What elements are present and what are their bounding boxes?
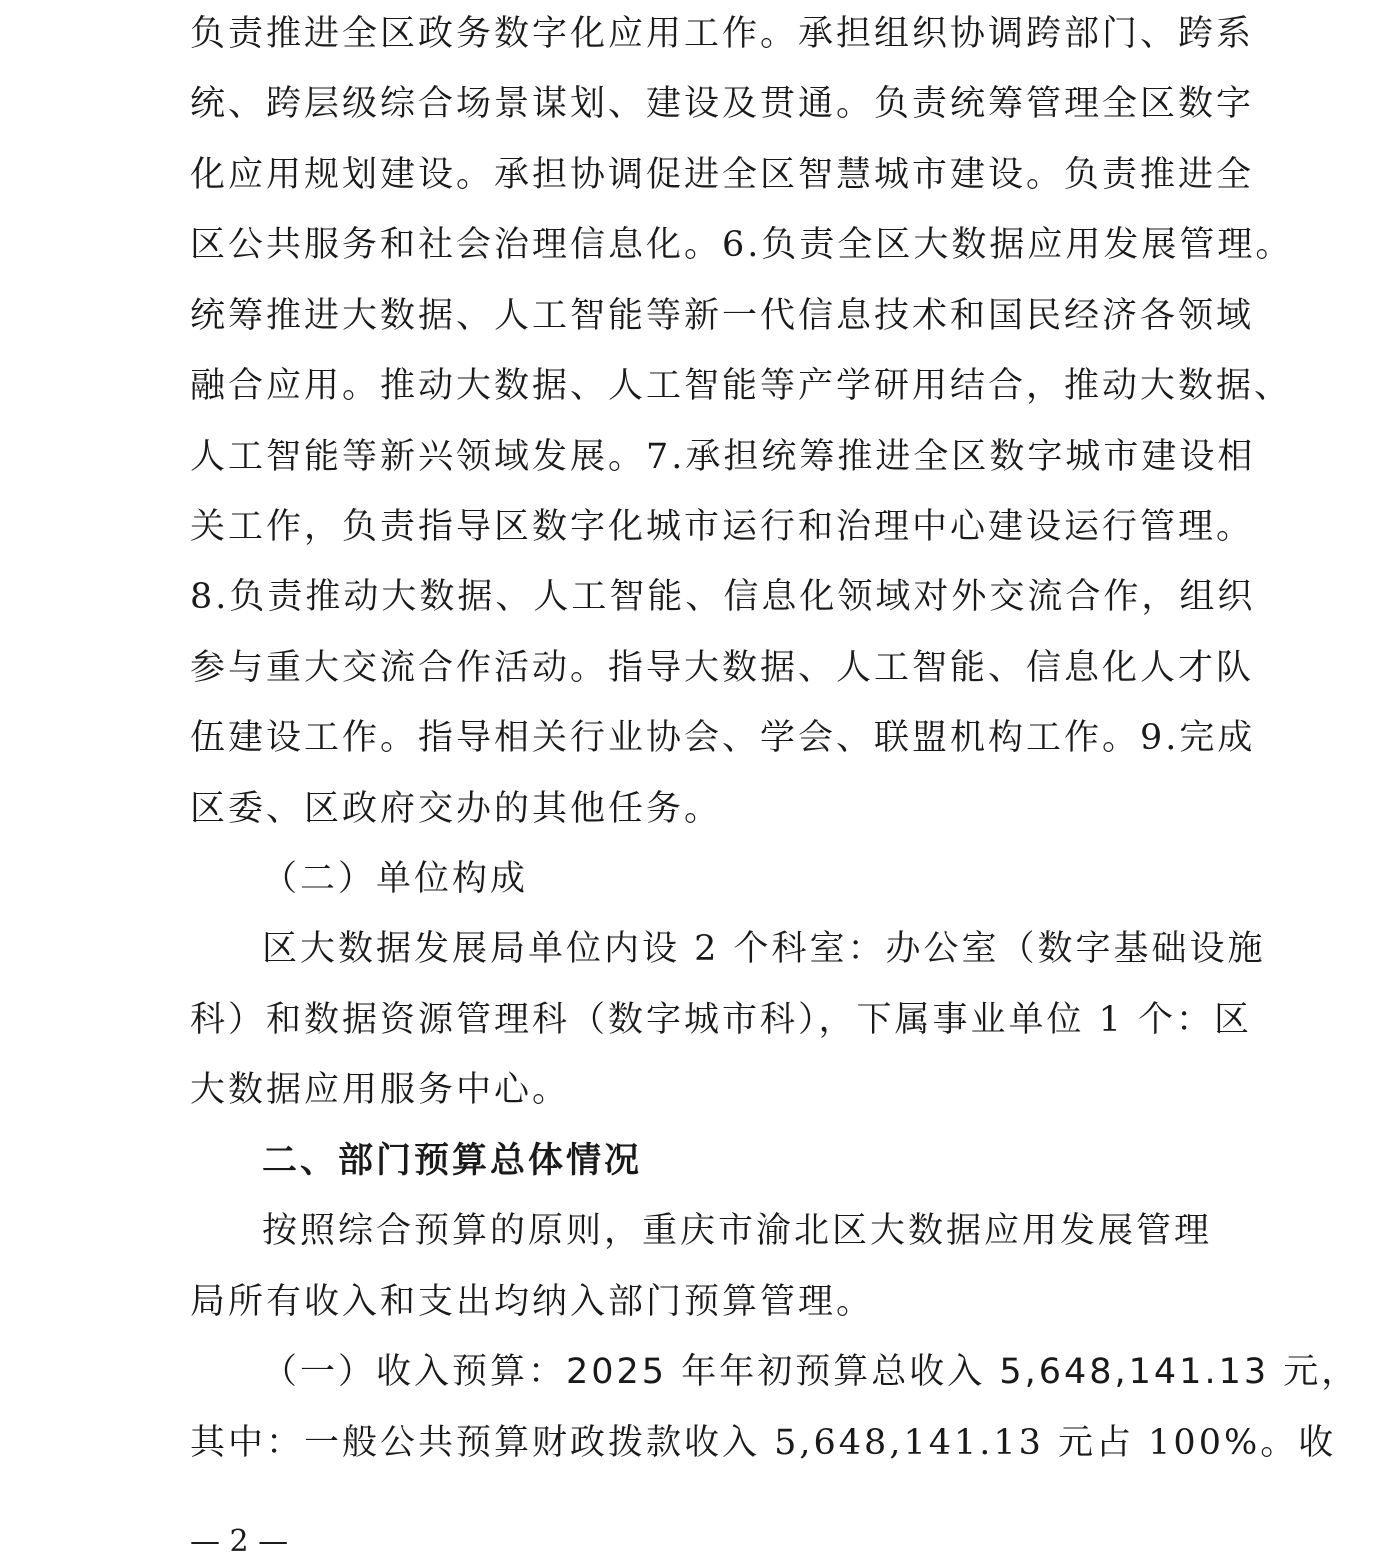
budget-paragraph-line: 按照综合预算的原则，重庆市渝北区大数据应用发展管理 <box>262 1211 1213 1251</box>
unit-paragraph-line: 科）和数据资源管理科（数字城市科），下属事业单位 1 个：区 <box>190 1000 1253 1040</box>
income-paragraph-line: （一）收入预算：2025 年年初预算总收入 5,648,141.13 元， <box>262 1352 1360 1392</box>
unit-paragraph-line: 大数据应用服务中心。 <box>190 1070 571 1110</box>
paragraph-line: 化应用规划建设。承担协调促进全区智慧城市建设。负责推进全 <box>190 155 1255 195</box>
income-paragraph-line: 其中：一般公共预算财政拨款收入 5,648,141.13 元占 100%。收 <box>190 1423 1337 1463</box>
budget-paragraph-line: 局所有收入和支出均纳入部门预算管理。 <box>190 1282 875 1322</box>
paragraph-line: 参与重大交流合作活动。指导大数据、人工智能、信息化人才队 <box>190 648 1255 688</box>
unit-paragraph-line: 区大数据发展局单位内设 2 个科室：办公室（数字基础设施 <box>262 929 1266 969</box>
paragraph-line: 区公共服务和社会治理信息化。6.负责全区大数据应用发展管理。 <box>190 225 1294 265</box>
paragraph-line: 伍建设工作。指导相关行业协会、学会、联盟机构工作。9.完成 <box>190 718 1256 758</box>
paragraph-line: 统、跨层级综合场景谋划、建设及贯通。负责统筹管理全区数字 <box>190 84 1255 124</box>
paragraph-line: 关工作，负责指导区数字化城市运行和治理中心建设运行管理。 <box>190 507 1255 547</box>
section-budget-title: 二、部门预算总体情况 <box>262 1141 643 1181</box>
paragraph-line: 人工智能等新兴领域发展。7.承担统筹推进全区数字城市建设相 <box>190 437 1256 477</box>
paragraph-line: 区委、区政府交办的其他任务。 <box>190 789 723 829</box>
paragraph-line: 融合应用。推动大数据、人工智能等产学研用结合，推动大数据、 <box>190 366 1293 406</box>
paragraph-line: 8.负责推动大数据、人工智能、信息化领域对外交流合作，组织 <box>190 577 1256 617</box>
paragraph-line: 负责推进全区政务数字化应用工作。承担组织协调跨部门、跨系 <box>190 14 1255 54</box>
page-number: — 2 — <box>190 1524 289 1559</box>
section-unit-title: （二）单位构成 <box>262 859 529 899</box>
paragraph-line: 统筹推进大数据、人工智能等新一代信息技术和国民经济各领域 <box>190 296 1255 336</box>
